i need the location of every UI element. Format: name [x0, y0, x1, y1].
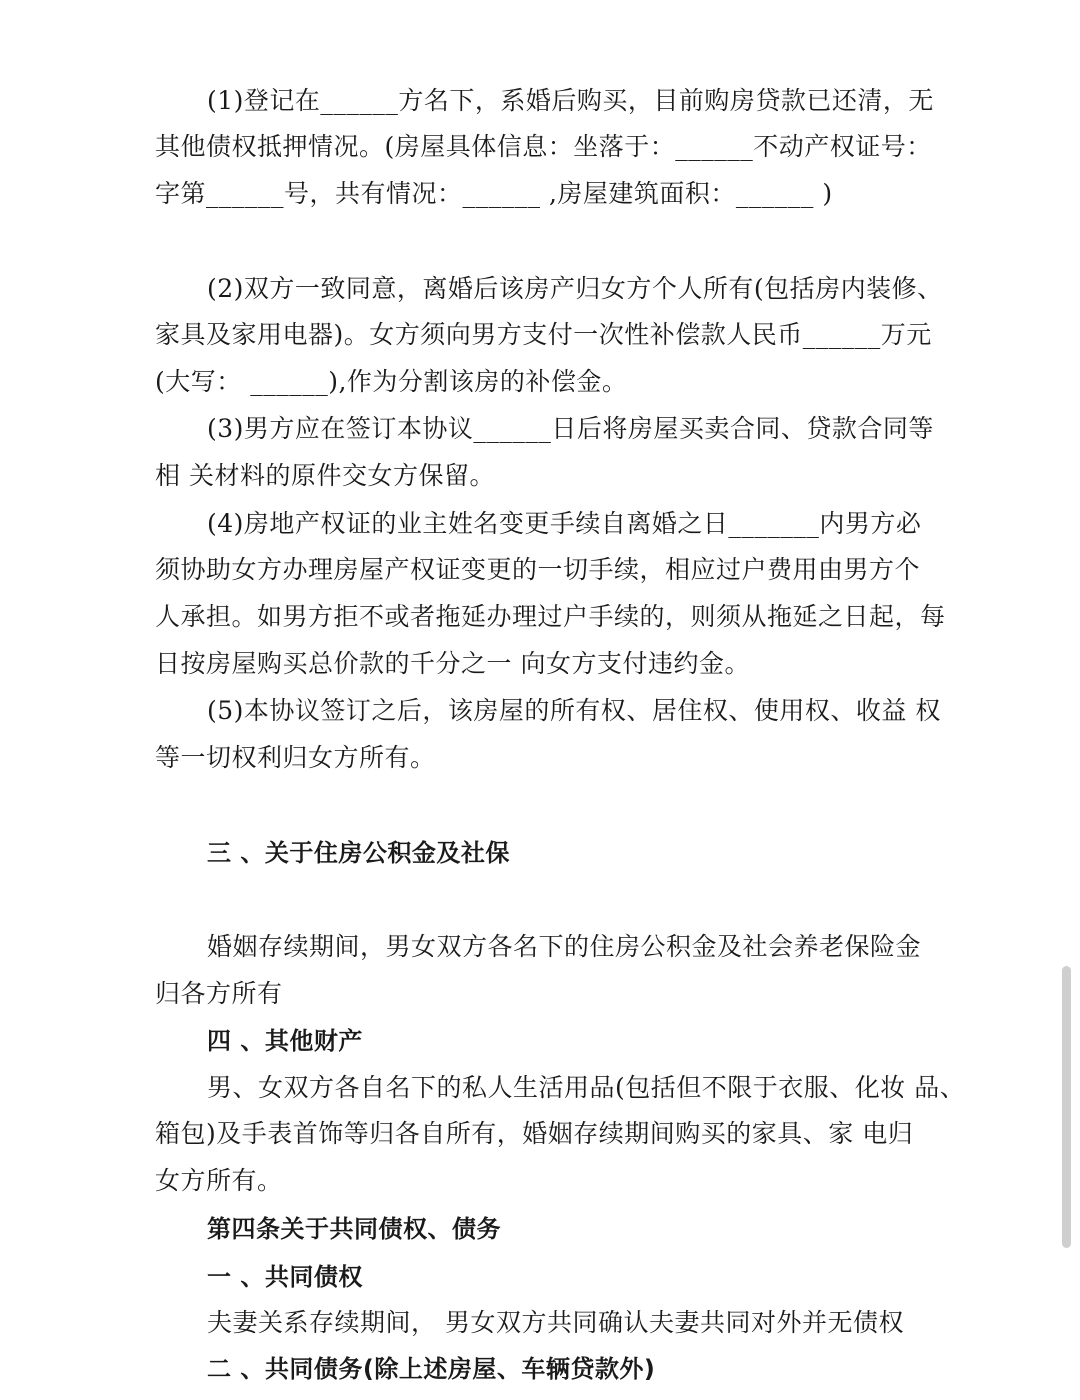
- clause-5-line-2: 等一切权利归女方所有。: [155, 743, 436, 772]
- clause-4-line-2: 须协助女方办理房屋产权证变更的一切手续，相应过户费用由男方个: [155, 555, 921, 584]
- section-3-heading: 三 、关于住房公积金及社保: [207, 839, 510, 867]
- clause-4-line-4: 日按房屋购买总价款的千分之一 向女方支付违约金。: [155, 649, 750, 678]
- section-4-text-line-2: 箱包)及手表首饰等归各自所有，婚姻存续期间购买的家具、家 电归: [155, 1119, 914, 1148]
- joint-claims-text: 夫妻关系存续期间， 男女双方共同确认夫妻共同对外并无债权: [207, 1308, 904, 1337]
- clause-2-line-2: 家具及家用电器)。女方须向男方支付一次性补偿款人民币______万元: [155, 320, 932, 349]
- scrollbar[interactable]: [1062, 966, 1071, 1248]
- section-4-heading: 四 、其他财产: [207, 1027, 363, 1055]
- clause-2-line-3: (大写： ______),作为分割该房的补偿金。: [155, 367, 628, 396]
- joint-debts-heading: 二 、共同债务(除上述房屋、车辆贷款外): [207, 1355, 656, 1383]
- clause-3-line-2: 相 关材料的原件交女方保留。: [155, 461, 495, 490]
- clause-2-line-1: (2)双方一致同意，离婚后该房产归女方个人所有(包括房内装修、: [207, 274, 943, 303]
- section-3-text-line-1: 婚姻存续期间，男女双方各名下的住房公积金及社会养老保险金: [207, 932, 922, 961]
- clause-4-line-3: 人承担。如男方拒不或者拖延办理过户手续的，则须从拖延之日起，每: [155, 602, 946, 631]
- section-3-text-line-2: 归各方所有: [155, 979, 283, 1008]
- clause-5-line-1: (5)本协议签订之后，该房屋的所有权、居住权、使用权、收益 权: [207, 696, 941, 725]
- article-4-heading: 第四条关于共同债权、债务: [207, 1215, 501, 1243]
- section-4-text-line-3: 女方所有。: [155, 1166, 283, 1195]
- joint-claims-heading: 一 、共同债权: [207, 1263, 363, 1291]
- clause-1-line-2: 其他债权抵押情况。(房屋具体信息：坐落于：______不动产权证号：: [155, 132, 932, 161]
- clause-4-line-1: (4)房地产权证的业主姓名变更手续自离婚之日_______内男方必: [207, 509, 922, 538]
- clause-1-line-3: 字第______号，共有情况：______ ,房屋建筑面积：______ ): [155, 179, 833, 208]
- section-4-text-line-1: 男、女双方各自名下的私人生活用品(包括但不限于衣服、化妆 品、: [207, 1073, 966, 1102]
- clause-3-line-1: (3)男方应在签订本协议______日后将房屋买卖合同、贷款合同等: [207, 414, 934, 443]
- clause-1-line-1: (1)登记在______方名下，系婚后购买，目前购房贷款已还清，无: [207, 86, 934, 115]
